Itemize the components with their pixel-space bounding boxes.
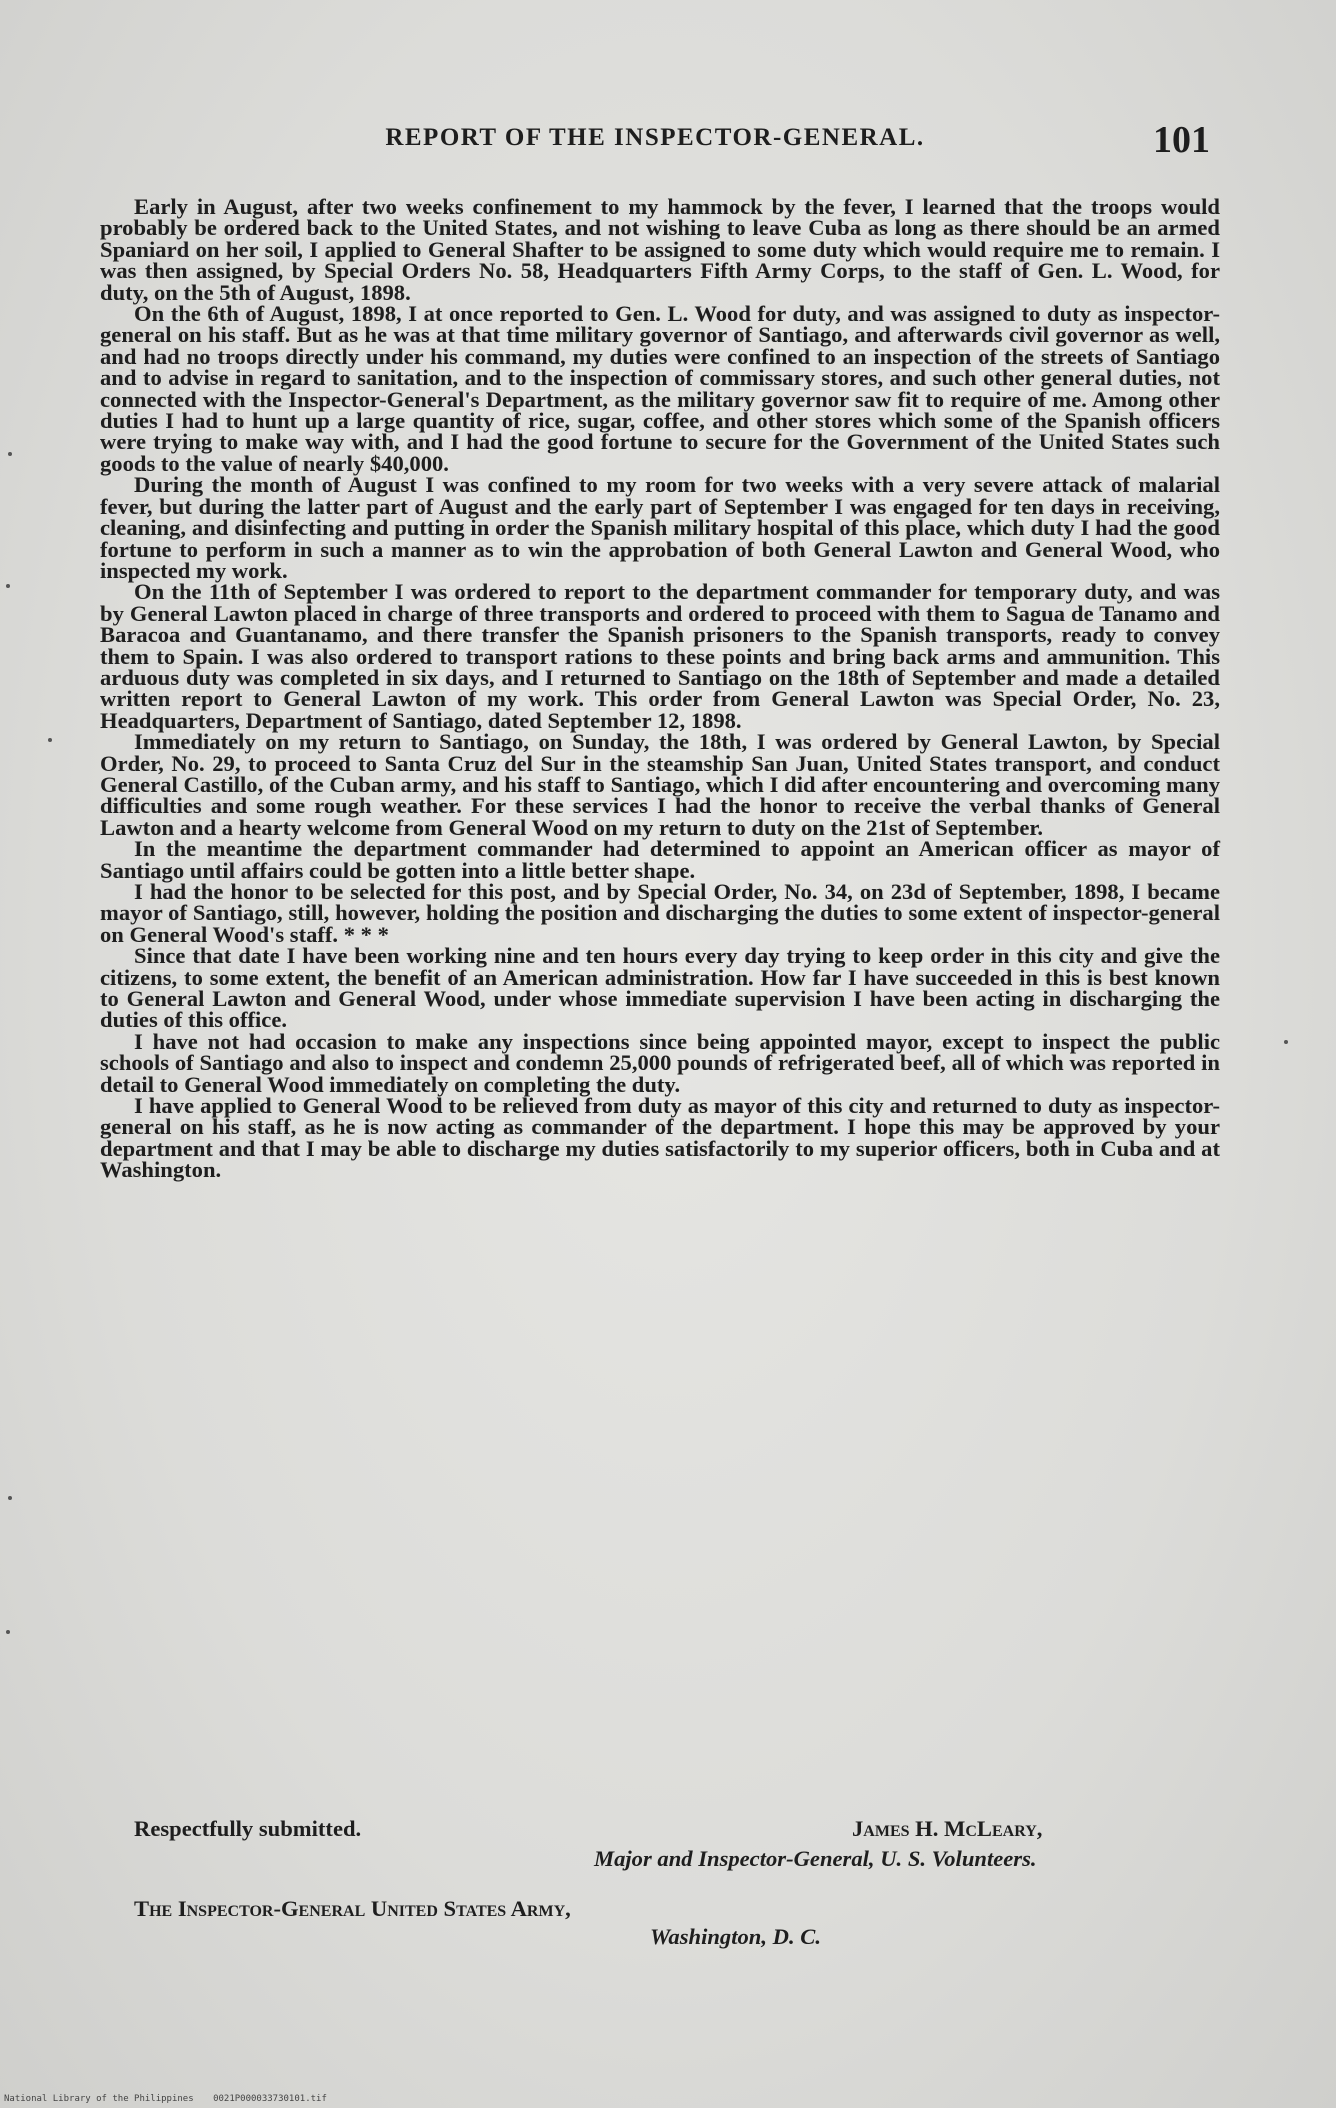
paragraph-1: Early in August, after two weeks confinement to my hammock by the fever, I learned that the troops would probably be ordered back to the United States, and not wishing to leave Cuba as long as there should be an armed Spaniard on her soil, I applied to General Shafter to be assigned to some duty which would require me to remain. I was then assigned, by Special Orders No. 58, Headquarters Fifth Army Corps, to the staff of Gen. L. Wood, for duty, on the 5th of August, 1898. [100,194,1220,305]
paragraph-6: In the meantime the department commander had determined to appoint an American officer as mayor of Santiago until affairs could be gotten into a little better shape. [100,836,1220,883]
scan-footer [4,2094,327,2104]
margin-speck [48,738,52,742]
margin-speck [6,1630,10,1634]
paragraph-5: Immediately on my return to Santiago, on Sunday, the 18th, I was ordered by General Lawton, by Special Order, No. 29, to proceed to Santa Cruz del Sur in the steamship San Juan, United States transport, and conduct General Castillo, of the Cuban army, and his staff to Santiago, which I did after encountering and overcoming many difficulties and some rough weather. For these services I had the honor to receive the verbal thanks of General Lawton and a hearty welcome from General Wood on my return to duty on the 21st of September. [100,729,1220,840]
margin-speck [1284,1040,1288,1044]
library-credit: National Library of the Philippines [4,2094,194,2104]
margin-speck [8,1496,12,1500]
margin-speck [6,584,10,588]
margin-speck [8,452,12,456]
paragraph-4: On the 11th of September I was ordered to report to the department commander for temporary duty, and was by General Lawton placed in charge of three transports and ordered to proceed with them to Sagua de Tanamo and Baracoa and Guantanamo, and there transfer the Spanish prisoners to the Spanish transports, ready to convey them to Spain. I was also ordered to transport rations to these points and bring back arms and ammunition. This arduous duty was completed in six days, and I returned to Santiago on the 18th of September and made a detailed written report to General Lawton of my work. This order from General Lawton was Special Order, No. 23, Headquarters, Department of Santiago, dated September 12, 1898. [100,579,1220,733]
paragraph-2: On the 6th of August, 1898, I at once reported to Gen. L. Wood for duty, and was assigned to duty as inspector-general on his staff. But as he was at that time military governor of Santiago, and afterwards civil governor as well, and had no troops directly under his command, my duties were confined to an inspection of the streets of Santiago and to advise in regard to sanitation, and to the inspection of commissary stores, and such other general duties, not connected with the Inspector-General's Department, as the military governor saw fit to require of me. Among other duties I had to hunt up a large quantity of rice, sugar, coffee, and other stores which some of the Spanish officers were trying to make way with, and I had the good fortune to secure for the Government of the United States such goods to the value of nearly $40,000. [100,301,1220,476]
addressee-place: Washington, D. C. [650,1924,821,1949]
paragraph-3: During the month of August I was confined to my room for two weeks with a very severe attack of malarial fever, but during the latter part of August and the early part of September I was engaged for ten days in receiving, cleaning, and disinfecting and putting in order the Spanish military hospital of this place, which duty I had the good fortune to perform in such a manner as to win the approbation of both General Lawton and General Wood, who inspected my work. [100,472,1220,583]
paragraph-7: I had the honor to be selected for this post, and by Special Order, No. 34, on 23d of September, 1898, I became mayor of Santiago, still, however, holding the position and discharging the duties to some extent of inspector-general on General Wood's staff. * * * [100,879,1220,947]
valediction: Respectfully submitted. [134,1816,362,1841]
page-header [100,118,1210,168]
file-id: 0021P000033730101.tif [213,2094,327,2104]
report-body [100,196,1220,1181]
signer-title: Major and Inspector-General, U. S. Volunteers. [594,1846,1037,1871]
running-head: REPORT OF THE INSPECTOR-GENERAL. [385,124,925,151]
paragraph-9: I have not had occasion to make any inspections since being appointed mayor, except to inspect the public schools of Santiago and also to inspect and condemn 25,000 pounds of refrigerated beef, all of which was reported in detail to General Wood immediately on completing the duty. [100,1028,1220,1097]
paragraph-10: I have applied to General Wood to be relieved from duty as mayor of this city and returned to duty as inspector-general on his staff, as he is now acting as commander of the department. I hope this may be approved by your department and that I may be able to discharge my duties satisfactorily to my superior officers, both in Cuba and at Washington. [100,1093,1220,1183]
addressee-line: The Inspector-General United States Army, [134,1896,571,1921]
page-number: 101 [1153,119,1210,161]
paragraph-8: Since that date I have been working nine and ten hours every day trying to keep order in this city and give the citizens, to some extent, the benefit of an American administration. How far I have succeeded in this is best known to General Lawton and General Wood, under whose immediate supervision I have been acting in discharging the duties of this office. [100,943,1220,1033]
signer-name: James H. McLeary, [852,1816,1043,1841]
